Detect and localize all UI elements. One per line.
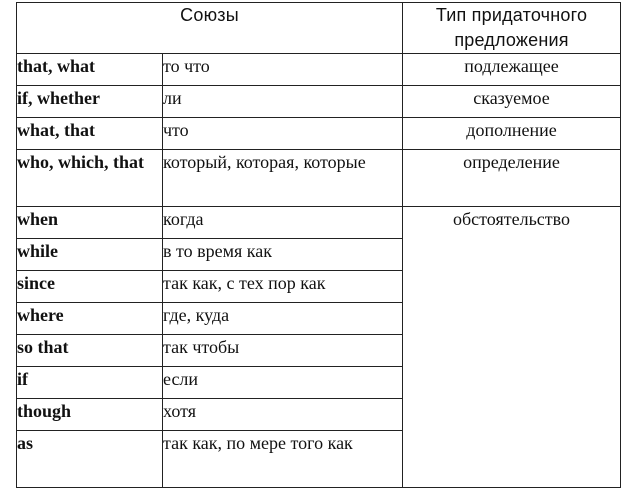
conjunction-cell: who, which, that <box>17 150 163 207</box>
translation-cell: что <box>163 118 403 150</box>
merged-clause-type-cell: обстоятельство <box>403 207 621 488</box>
translation-cell: так чтобы <box>163 335 403 367</box>
translation-cell: если <box>163 367 403 399</box>
conjunction-cell: what, that <box>17 118 163 150</box>
table-row <box>17 150 621 207</box>
clause-type-cell: определение <box>403 150 621 207</box>
header-row <box>17 3 621 54</box>
conjunction-cell: where <box>17 303 163 335</box>
translation-cell: то что <box>163 54 403 86</box>
conjunction-cell: if, whether <box>17 86 163 118</box>
conjunction-cell: if <box>17 367 163 399</box>
header-conjunctions: Союзы <box>17 3 403 54</box>
clause-type-cell: дополнение <box>403 118 621 150</box>
table-row <box>17 54 621 86</box>
conjunction-cell: that, what <box>17 54 163 86</box>
conjunction-cell: though <box>17 399 163 431</box>
table-row <box>17 118 621 150</box>
translation-cell: где, куда <box>163 303 403 335</box>
header-clause-type: Тип придаточного предложения <box>403 3 621 54</box>
translation-cell: так как, с тех пор как <box>163 271 403 303</box>
conjunction-cell: since <box>17 271 163 303</box>
translation-cell: который, которая, которые <box>163 150 403 207</box>
conjunctions-table <box>16 2 621 488</box>
conjunction-cell: while <box>17 239 163 271</box>
clause-type-cell: подлежащее <box>403 54 621 86</box>
clause-type-cell: сказуемое <box>403 86 621 118</box>
conjunction-cell: as <box>17 431 163 488</box>
conjunction-cell: when <box>17 207 163 239</box>
table-row <box>17 207 621 239</box>
conjunction-cell: so that <box>17 335 163 367</box>
translation-cell: ли <box>163 86 403 118</box>
table-row <box>17 86 621 118</box>
translation-cell: когда <box>163 207 403 239</box>
translation-cell: хотя <box>163 399 403 431</box>
translation-cell: в то время как <box>163 239 403 271</box>
translation-cell: так как, по мере того как <box>163 431 403 488</box>
